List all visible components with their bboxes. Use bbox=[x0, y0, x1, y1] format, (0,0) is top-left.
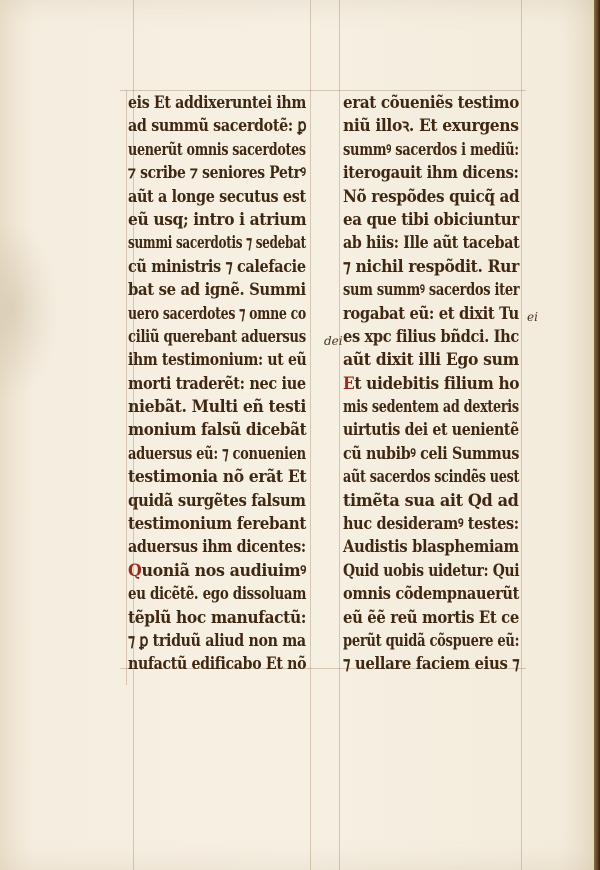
manuscript-line: ⁊ ꝑ triduũ aliud non ma bbox=[128, 630, 306, 651]
manuscript-line: mis sedentem ad dexteris bbox=[343, 397, 519, 418]
manuscript-line: testimonia nõ erãt Et bbox=[128, 467, 307, 488]
manuscript-line: es xpc filius bñdci. Ihc bbox=[343, 326, 519, 347]
manuscript-line: ab hiis: Ille aũt tacebat bbox=[343, 233, 520, 254]
manuscript-line: nufactũ edificabo Et nõ bbox=[128, 654, 307, 675]
text-column-left bbox=[128, 92, 306, 677]
marginal-note-right: ei bbox=[527, 310, 538, 324]
marginal-note-left: dei bbox=[324, 334, 343, 348]
manuscript-line: aũt a longe secutus est bbox=[128, 186, 306, 207]
manuscript-line: cũ nubibꝰ celi Summus bbox=[343, 443, 520, 464]
manuscript-line: testimonium ferebant bbox=[128, 514, 306, 535]
text-column-right bbox=[343, 92, 519, 677]
manuscript-line: Quoniã nos audiuimꝰ bbox=[128, 560, 306, 581]
manuscript-line: ⁊ nichil respõdit. Rur bbox=[343, 256, 519, 277]
ruling-line bbox=[521, 0, 522, 870]
manuscript-line: perũt quidã cõspuere eũ: bbox=[343, 630, 520, 651]
page-edge bbox=[594, 0, 600, 870]
manuscript-line: uirtutis dei et uenientẽ bbox=[343, 420, 519, 441]
manuscript-line: uenerũt omnis sacerdotes bbox=[128, 139, 306, 160]
rubricated-initial: E bbox=[343, 373, 355, 394]
manuscript-line: erat cõueniẽs testimo bbox=[343, 93, 520, 113]
manuscript-line: rogabat eũ: et dixit Tu bbox=[343, 303, 519, 324]
manuscript-line: monium falsũ dicebãt bbox=[128, 420, 307, 441]
manuscript-line: bat se ad ignẽ. Summi bbox=[128, 280, 306, 301]
manuscript-line: Et uidebitis filium ho bbox=[343, 373, 520, 394]
manuscript-line: timẽta sua ait Qd ad bbox=[343, 490, 519, 511]
rubricated-initial: Q bbox=[128, 560, 142, 581]
manuscript-line: eis Et addixeruntei ihm bbox=[128, 93, 307, 113]
ruling-line bbox=[310, 0, 311, 870]
manuscript-line: Quid uobis uidetur: Qui bbox=[343, 560, 520, 581]
manuscript-line: summi sacerdotis ⁊ sedebat bbox=[128, 233, 306, 254]
manuscript-line: niebãt. Multi eñ testi bbox=[128, 397, 306, 418]
page-stain bbox=[0, 220, 60, 400]
manuscript-line: sum summꝰ sacerdos iter bbox=[343, 280, 520, 301]
ruling-line bbox=[120, 90, 526, 91]
ruling-line bbox=[126, 90, 127, 685]
manuscript-line: quidã surgẽtes falsum bbox=[128, 490, 306, 511]
manuscript-line: summꝰ sacerdos i mediũ: bbox=[343, 139, 519, 160]
manuscript-line: ⁊ scribe ⁊ seniores Petrꝰ bbox=[128, 163, 306, 184]
manuscript-line: ⁊ uellare faciem eius ⁊ bbox=[343, 654, 520, 675]
manuscript-line: eu dicẽtẽ. ego dissoluam bbox=[128, 584, 307, 605]
manuscript-line: uero sacerdotes ⁊ omne co bbox=[128, 303, 306, 324]
manuscript-line: niũ illoꝛ. Et exurgens bbox=[343, 116, 519, 137]
manuscript-line: aũt dixit illi Ego sum bbox=[343, 350, 519, 371]
ruling-line bbox=[339, 0, 340, 870]
manuscript-line: omnis cõdempnauerũt bbox=[343, 584, 520, 605]
manuscript-line: Nõ respõdes quicq̃ ad bbox=[343, 186, 520, 207]
manuscript-line: aduersus ihm dicentes: bbox=[128, 537, 306, 558]
manuscript-line: cũ ministris ⁊ calefacie bbox=[128, 256, 306, 277]
manuscript-line: ciliũ querebant aduersus bbox=[128, 326, 306, 347]
manuscript-line: eũ ẽẽ reũ mortis Et ce bbox=[343, 607, 519, 628]
manuscript-line: eũ usq; intro i atrium bbox=[128, 209, 307, 230]
manuscript-line: Audistis blasphemiam bbox=[343, 537, 519, 558]
manuscript-line: aũt sacerdos scindẽs uest bbox=[343, 467, 520, 488]
manuscript-line: morti traderẽt: nec iue bbox=[128, 373, 306, 394]
manuscript-line: ihm testimonium: ut eũ bbox=[128, 350, 307, 371]
manuscript-line: ea que tibi obiciuntur bbox=[343, 209, 519, 230]
manuscript-line: aduersus eũ: ⁊ conuenien bbox=[128, 443, 306, 464]
manuscript-line: ad summũ sacerdotẽ: ꝑ bbox=[128, 116, 307, 137]
manuscript-line: huc desideramꝰ testes: bbox=[343, 514, 519, 535]
manuscript-line: iterogauit ihm dicens: bbox=[343, 163, 519, 184]
manuscript-line: tẽplũ hoc manufactũ: bbox=[128, 607, 307, 628]
